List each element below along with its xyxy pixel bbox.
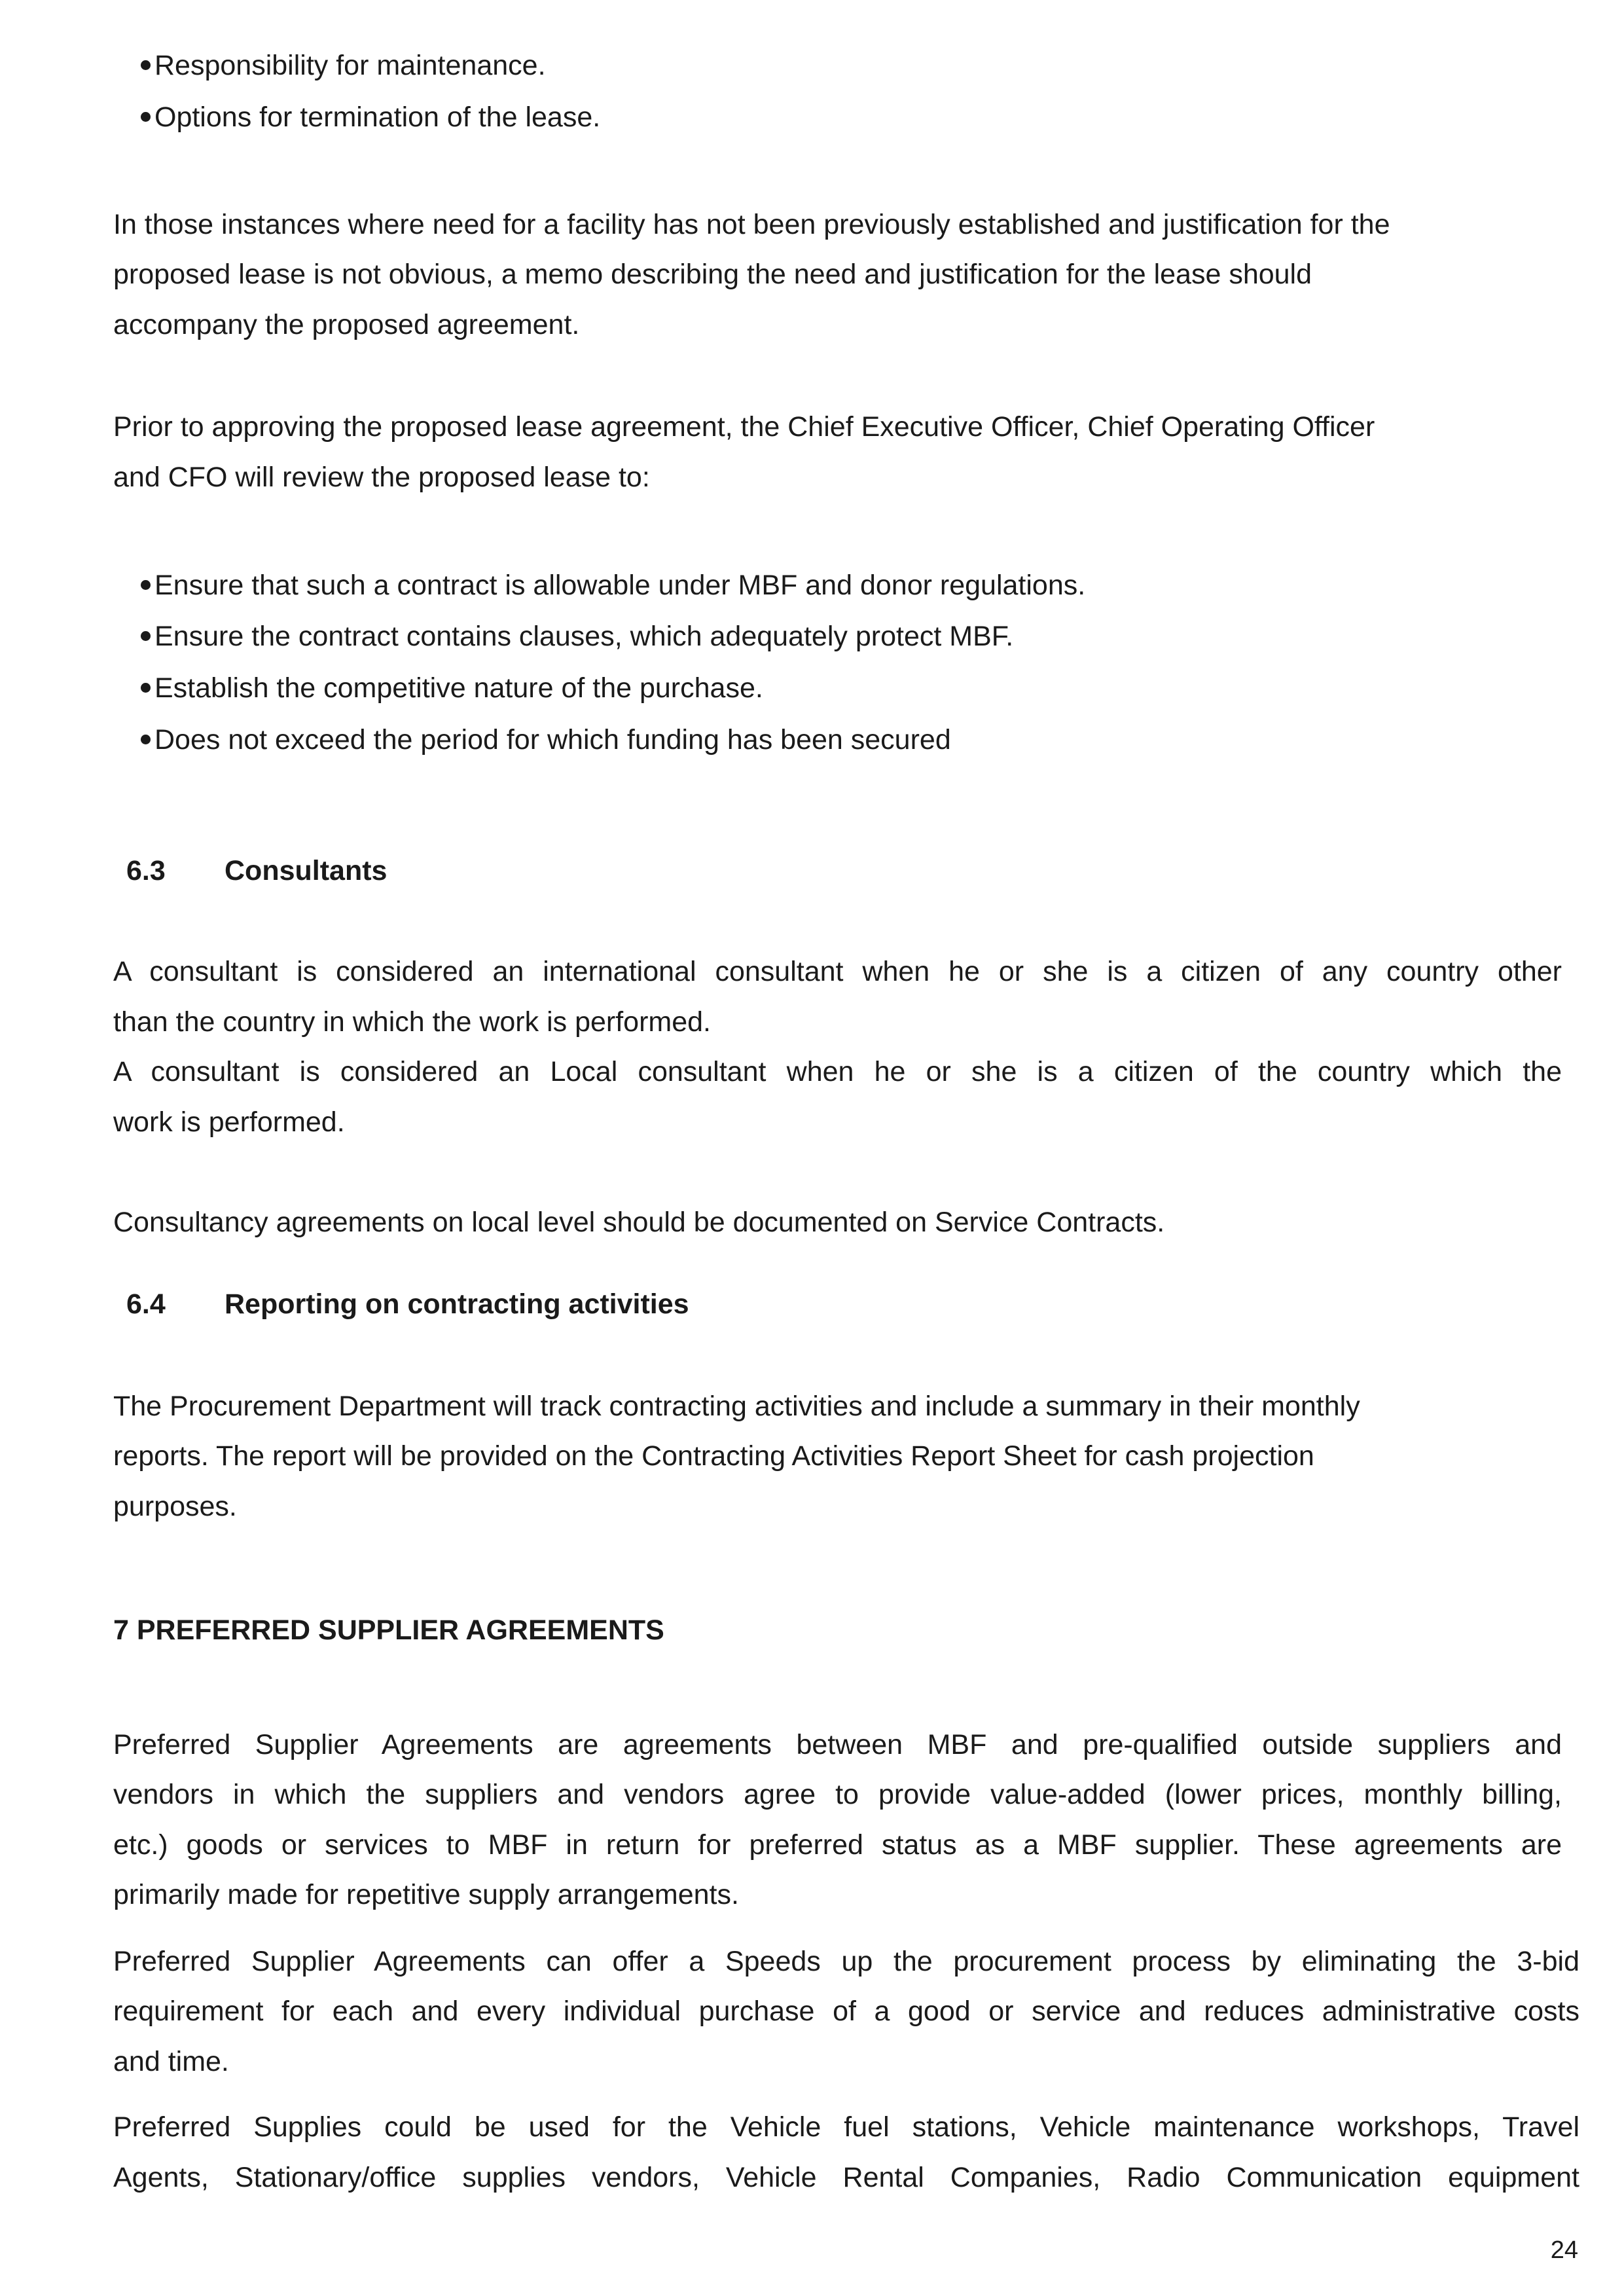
paragraph-line: Agents, Stationary/office supplies vendors, Vehicle Rental Companies, Radio Communication equipment [113,2162,1579,2193]
paragraph-line: In those instances where need for a facility has not been previously established and justification for the [113,209,1390,240]
paragraph-line: work is performed. [113,1106,345,1138]
bullet-item: Does not exceed the period for which funding has been secured [141,720,951,759]
paragraph-line: accompany the proposed agreement. [113,309,580,340]
paragraph-line: and CFO will review the proposed lease to: [113,462,650,493]
bullet-item: Ensure that such a contract is allowable under MBF and donor regulations. [141,566,1085,605]
paragraph-line: etc.) goods or services to MBF in return for preferred status as a MBF supplier. These agreements are [113,1829,1562,1861]
paragraph-line: Preferred Supplies could be used for the Vehicle fuel stations, Vehicle maintenance workshops, Travel [113,2111,1579,2143]
paragraph-line: requirement for each and every individual purchase of a good or service and reduces administrative costs [113,1995,1579,2027]
section-heading-6-3: 6.3 Consultants [126,855,388,886]
paragraph-line: Preferred Supplier Agreements can offer a Speeds up the procurement process by eliminating the 3-bid [113,1946,1579,1977]
section-heading-7: 7 PREFERRED SUPPLIER AGREEMENTS [113,1614,664,1646]
bullet-dot-icon [141,735,151,744]
bullet-dot-icon [141,580,151,590]
paragraph-line: The Procurement Department will track contracting activities and include a summary in their monthly [113,1391,1360,1422]
paragraph-line: than the country in which the work is performed. [113,1006,711,1038]
bullet-dot-icon [141,112,151,122]
paragraph-line: vendors in which the suppliers and vendors agree to provide value-added (lower prices, monthly billing, [113,1779,1562,1810]
paragraph-line: primarily made for repetitive supply arrangements. [113,1879,739,1910]
paragraph-line: reports. The report will be provided on the Contracting Activities Report Sheet for cash projection [113,1440,1314,1472]
bullet-item: Establish the competitive nature of the purchase. [141,668,763,708]
section-heading-6-4: 6.4 Reporting on contracting activities [126,1288,689,1320]
bullet-item: Responsibility for maintenance. [141,46,546,85]
bullet-dot-icon [141,60,151,70]
bullet-item: Ensure the contract contains clauses, which adequately protect MBF. [141,617,1013,656]
paragraph-line: Prior to approving the proposed lease agreement, the Chief Executive Officer, Chief Operating Officer [113,411,1375,443]
paragraph-line: Consultancy agreements on local level should be documented on Service Contracts. [113,1207,1165,1238]
page-number: 24 [1550,2236,1578,2264]
bullet-dot-icon [141,631,151,641]
paragraph-line: and time. [113,2046,229,2077]
paragraph-line: purposes. [113,1491,237,1522]
paragraph-line: A consultant is considered an international consultant when he or she is a citizen of any country other [113,956,1562,987]
paragraph-line: Preferred Supplier Agreements are agreements between MBF and pre-qualified outside suppliers and [113,1729,1562,1760]
paragraph-line: proposed lease is not obvious, a memo describing the need and justification for the lease should [113,259,1312,290]
bullet-item: Options for termination of the lease. [141,98,600,137]
paragraph-line: A consultant is considered an Local consultant when he or she is a citizen of the country which the [113,1056,1562,1087]
bullet-dot-icon [141,683,151,693]
